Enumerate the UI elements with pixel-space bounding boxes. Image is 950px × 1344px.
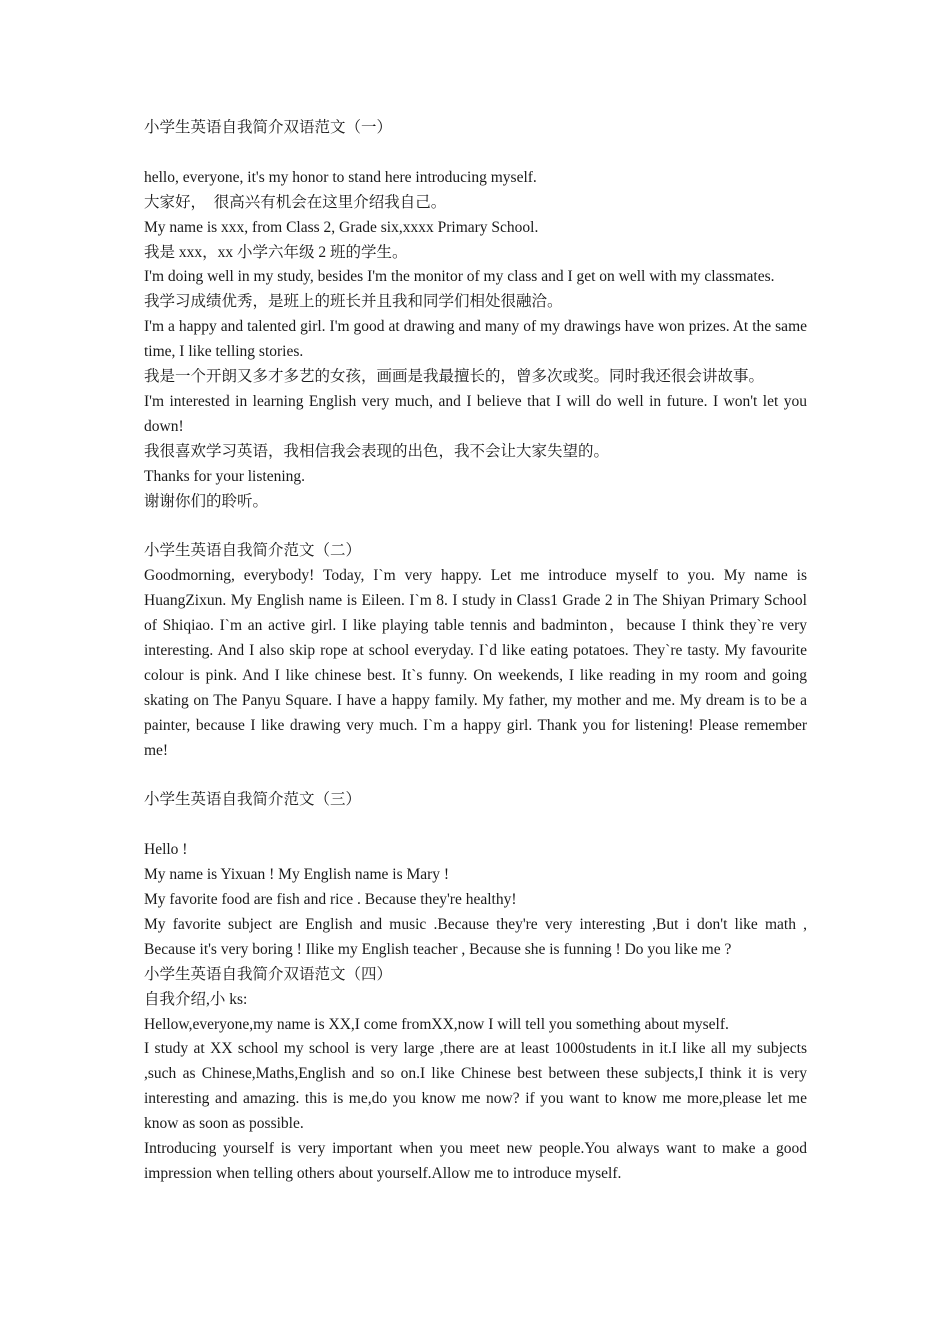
- s1-line-en-thanks: Thanks for your listening.: [144, 467, 306, 485]
- s1-line-cn-thanks: 谢谢你们的聆听。: [144, 492, 269, 510]
- s1-line-en-name: My name is xxx, from Class 2, Grade six,xxxx Primary School.: [144, 218, 539, 236]
- section-3-heading: 小学生英语自我简介范文（三）: [144, 791, 362, 809]
- s3-line-hello: Hello !: [144, 841, 188, 859]
- section-4-heading: 小学生英语自我简介双语范文（四）: [144, 965, 393, 983]
- blank-line: [144, 764, 807, 789]
- s3-line-name: My name is Yixuan ! My English name is Mary !: [144, 866, 450, 884]
- s3-line-food: My favorite food are fish and rice . Because they're healthy!: [144, 891, 517, 909]
- blank-line: [144, 813, 807, 838]
- s4-line-school: I study at XX school my school is very large ,there are at least 1000students in it.I like all my subjects ,such as Chinese,Maths,English and so on.I like Chinese best between these subjects,I think it is very interesting and amazing. this is me,do you know me now? if you want to know me more,please let me know as soon as possible.: [144, 1040, 807, 1133]
- s4-line-impression: Introducing yourself is very important when you meet new people.You always want to make a good impression when telling others about yourself.Allow me to introduce myself.: [144, 1140, 807, 1182]
- s1-line-en-english: I'm interested in learning English very much, and I believe that I will do well in future. I won't let you down!: [144, 392, 807, 435]
- section-1-heading: 小学生英语自我简介双语范文（一）: [144, 119, 393, 136]
- document-page: [144, 116, 807, 1187]
- s3-line-subject: My favorite subject are English and music .Because they're very interesting ,But i don't like math , Because it's very boring ! Ilike my English teacher , Because she is funning ! Do you like me ?: [144, 915, 807, 958]
- s1-line-en-greeting: hello, everyone, it's my honor to stand here introducing myself.: [144, 168, 537, 186]
- s4-line-hello: Hellow,everyone,my name is XX,I come fromXX,now I will tell you something about myself.: [144, 1015, 729, 1033]
- s1-line-en-study: I'm doing well in my study, besides I'm the monitor of my class and I get on well with my classmates.: [144, 268, 775, 286]
- s1-line-cn-name: 我是 xxx，xx 小学六年级 2 班的学生。: [144, 243, 408, 261]
- blank-line: [144, 514, 807, 539]
- s1-line-cn-talent: 我是一个开朗又多才多艺的女孩，画画是我最擅长的，曾多次或奖。同时我还很会讲故事。: [144, 368, 765, 386]
- s1-line-en-talent: I'm a happy and talented girl. I'm good at drawing and many of my drawings have won prizes. At the same time, I like telling stories.: [144, 318, 807, 361]
- s1-line-cn-english: 我很喜欢学习英语，我相信我会表现的出色，我不会让大家失望的。: [144, 442, 610, 460]
- s1-line-cn-greeting: 大家好， 很高兴有机会在这里介绍我自己。: [144, 193, 447, 211]
- blank-line: [144, 141, 807, 166]
- s2-paragraph: Goodmorning, everybody! Today, I`m very happy. Let me introduce myself to you. My name is HuangZixun. My English name is Eileen. I`m 8. I study in Class1 Grade 2 in The Shiyan Primary School of Shiqiao. I`m an active girl. I like playing table tennis and badminton，because I think they`re very interesting. And I also skip rope at school everyday. I`d like eating potatoes. They`re tasty. My favourite colour is pink. And I like chinese best. It`s funny. On weekends, I like reading in my room and going skating on The Panyu Square. I have a happy family. My father, my mother and me. My dream is to be a painter, because I like drawing very much. I`m a happy girl. Thank you for listening! Please remember me!: [144, 567, 807, 759]
- s1-line-cn-study: 我学习成绩优秀，是班上的班长并且我和同学们相处很融洽。: [144, 293, 563, 311]
- s4-line-intro-label: 自我介绍,小 ks:: [144, 990, 248, 1008]
- section-2-heading: 小学生英语自我简介范文（二）: [144, 542, 362, 560]
